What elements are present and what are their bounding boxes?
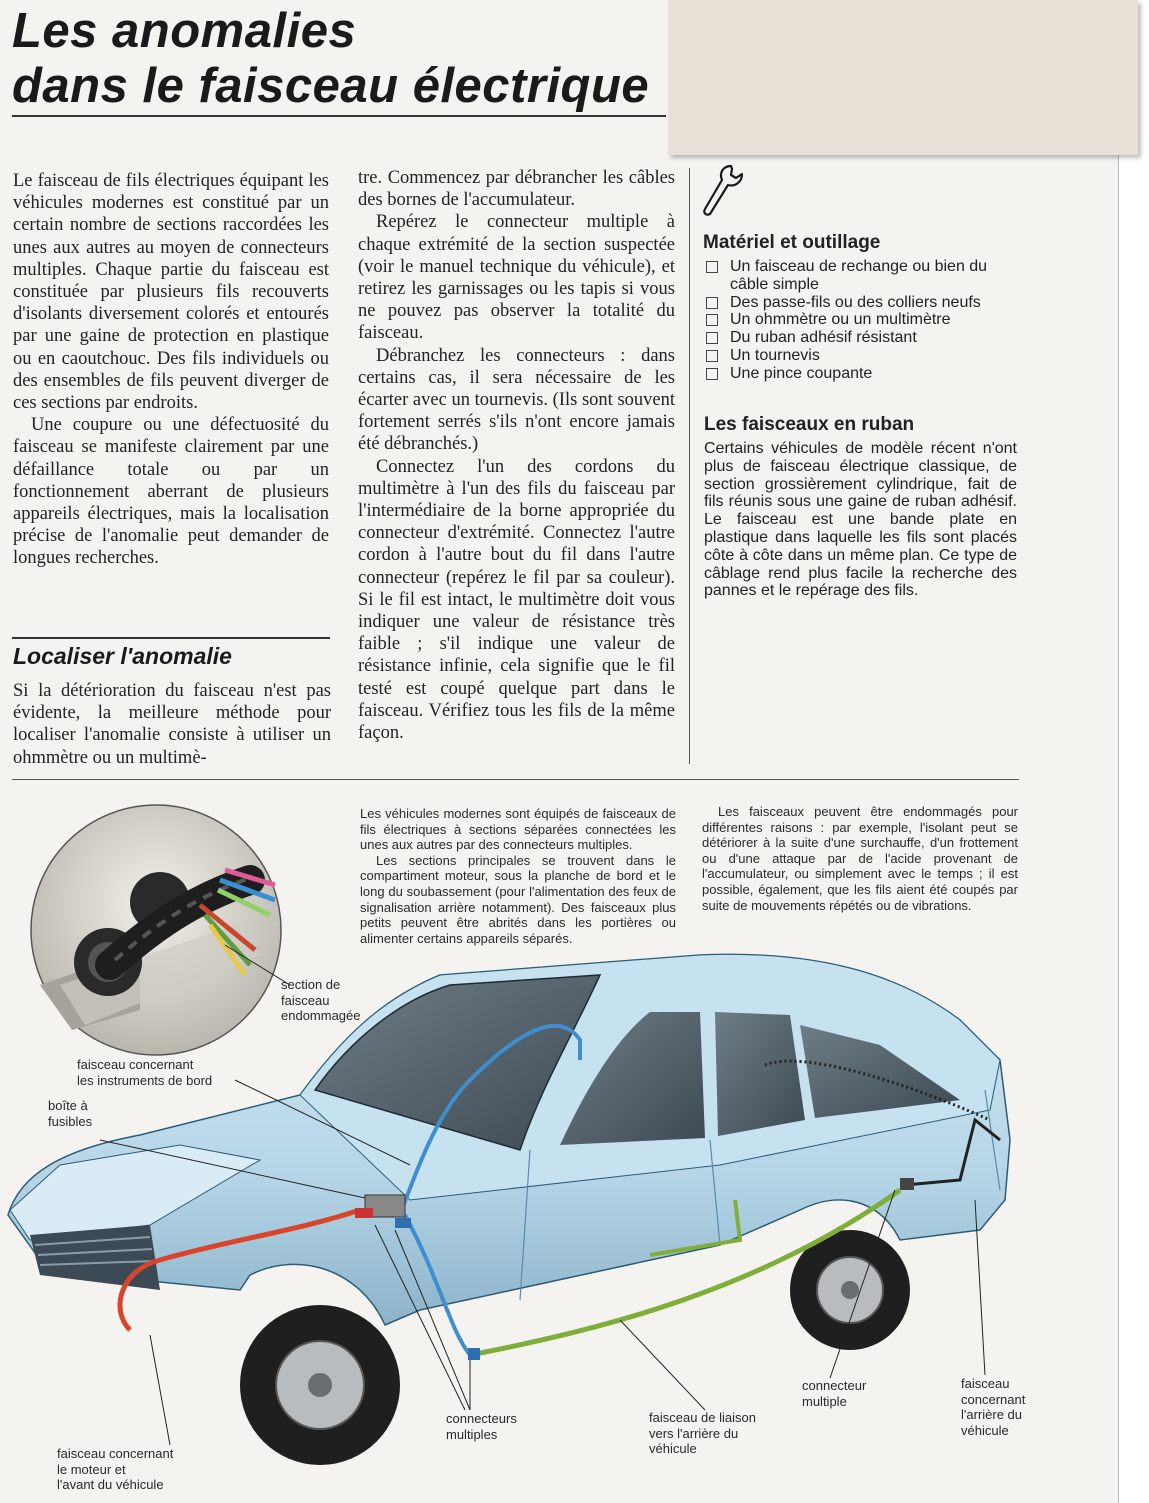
paragraph: Une coupure ou une défectuosité du faisceau se manifeste clairement par une défaillance totale ou par un fonctionnement aberrant de plusieurs appareils électriques, mais la localisation précise de l'anomalie peut demander de longues recherches. <box>13 415 329 569</box>
page-edge <box>1118 150 1149 1503</box>
paragraph: Débranchez les connecteurs : dans certains cas, il sera nécessaire de les écarter avec un tournevis. (Ils sont souvent fortement serrés s'ils n'ont encore jamais été débranchés.) <box>358 345 675 455</box>
paragraph: Repérez le connecteur multiple à chaque extrémité de la section suspectée (voir le manuel technique du véhicule), et retirez les garnissages ou les tapis si vous ne pouvez pas observer la totalité du faisceau. <box>358 212 675 344</box>
caption-1 <box>360 806 676 946</box>
label-liaison-harness: faisceau de liaison vers l'arrière du véhicule <box>649 1410 756 1456</box>
ruban-title: Les faisceaux en ruban <box>704 414 915 435</box>
page-title <box>12 4 662 114</box>
checkbox-icon <box>706 332 718 344</box>
checklist-item: Un tournevis <box>706 347 1026 365</box>
materiel-title: Matériel et outillage <box>703 232 881 253</box>
title-line-2: dans le faisceau électrique <box>12 59 650 113</box>
checklist-item: Du ruban adhésif résistant <box>706 329 1026 347</box>
body-column-2 <box>358 167 675 744</box>
connector <box>395 1218 411 1228</box>
paragraph: Connectez l'un des cordons du multimètre à l'un des fils du faisceau par l'intermédiaire de la borne appropriée du connecteur d'extrémité. Connectez l'autre cordon à l'autre bout du fil dans l'autre connecteur (repérez le fil par sa couleur). Si le fil est intact, le multimètre doit vous indiquer une valeur de résistance très faible ; s'il indique une valeur de résistance infinie, cela signifie que le fil testé est coupé quelque part dans le faisceau. Vérifiez tous les fils de la même façon. <box>358 456 675 744</box>
body-column-1 <box>13 170 329 570</box>
paragraph: tre. Commencez par débrancher les câbles des bornes de l'accumulateur. <box>358 168 675 211</box>
label-damaged-section: section de faisceau endommagée <box>281 977 361 1023</box>
label-connectors: connecteurs multiples <box>446 1411 517 1442</box>
label-rear-harness: faisceau concernant l'arrière du véhicule <box>961 1376 1026 1438</box>
caption-2 <box>702 804 1018 913</box>
ruban-text: Certains véhicules de modèle récent n'ont plus de faisceau électrique classique, de section grossièrement cylindrique, fait de fils réunis sous une gaine de ruban adhésif. Le faisceau est une bande plate en plastique dans laquelle les fils sont placés côte à côte dans un même plan. Ce type de câblage rend plus facile la recherche des pannes et le repérage des fils. <box>704 440 1017 600</box>
checkbox-icon <box>706 350 718 362</box>
column-divider <box>689 168 690 764</box>
checkbox-icon <box>706 261 718 273</box>
connector <box>900 1178 914 1190</box>
connector <box>355 1208 373 1218</box>
checkbox-icon <box>706 314 718 326</box>
title-rule <box>12 115 666 117</box>
body-column-1-continued <box>13 680 331 769</box>
label-engine-harness: faisceau concernant le moteur et l'avant du véhicule <box>57 1446 174 1492</box>
caption-paragraph: Les véhicules modernes sont équipés de faisceaux de fils électriques à sections séparées connectées les unes aux autres par des connecteurs multiples. <box>360 806 676 853</box>
checklist-item: Un faisceau de rechange ou bien du câble simple <box>706 258 1026 294</box>
label-connector: connecteur multiple <box>802 1378 867 1409</box>
caption-paragraph: Les faisceaux peuvent être endommagés pour différentes raisons : par exemple, l'isolant peut se détériorer à la suite d'une surchauffe, d'un frottement ou d'une attaque par de l'acide provenant de l'accumulateur, ou simplement avec le temps ; il est possible, également, que les fils aient été coupés par suite de mouvements répétés ou de vibrations. <box>702 804 1018 913</box>
checklist-item: Un ohmmètre ou un multimètre <box>706 311 1026 329</box>
label-fuse-box: boîte à fusibles <box>48 1098 93 1129</box>
detail-inset <box>31 805 281 1055</box>
header-tab <box>668 0 1138 155</box>
paragraph: Si la détérioration du faisceau n'est pas évidente, la meilleure méthode pour localiser l'anomalie consiste à utiliser un ohmmètre ou un multimè- <box>13 681 331 768</box>
section-rule <box>12 637 330 639</box>
title-line-1: Les anomalies <box>12 4 357 58</box>
label-instruments-harness: faisceau concernant les instruments de bord <box>77 1057 213 1088</box>
wrench-icon <box>701 163 747 219</box>
section-heading: Localiser l'anomalie <box>13 643 232 669</box>
checkbox-icon <box>706 297 718 309</box>
connector <box>468 1348 480 1360</box>
materiel-checklist <box>706 258 1026 383</box>
paragraph: Le faisceau de fils électriques équipant les véhicules modernes est constitué par un certain nombre de sections raccordées les unes aux autres au moyen de connecteurs multiples. Chaque partie du faisceau est constituée par plusieurs fils recouverts d'isolants diversement colorés et entourés par une gaine de protection en plastique ou en caoutchouc. Des fils individuels ou des ensembles de fils peuvent diverger de ces sections par endroits. <box>13 171 329 414</box>
checklist-item: Une pince coupante <box>706 365 1026 383</box>
caption-paragraph: Les sections principales se trouvent dans le compartiment moteur, sous la planche de bord et le long du soubassement (pour l'alimentation des feux de signalisation arrière notamment). Des faisceaux plus petits peuvent être abrités dans les portières ou alimenter certains appareils séparés. <box>360 852 676 946</box>
checkbox-icon <box>706 368 718 380</box>
checklist-item: Des passe-fils ou des colliers neufs <box>706 294 1026 312</box>
